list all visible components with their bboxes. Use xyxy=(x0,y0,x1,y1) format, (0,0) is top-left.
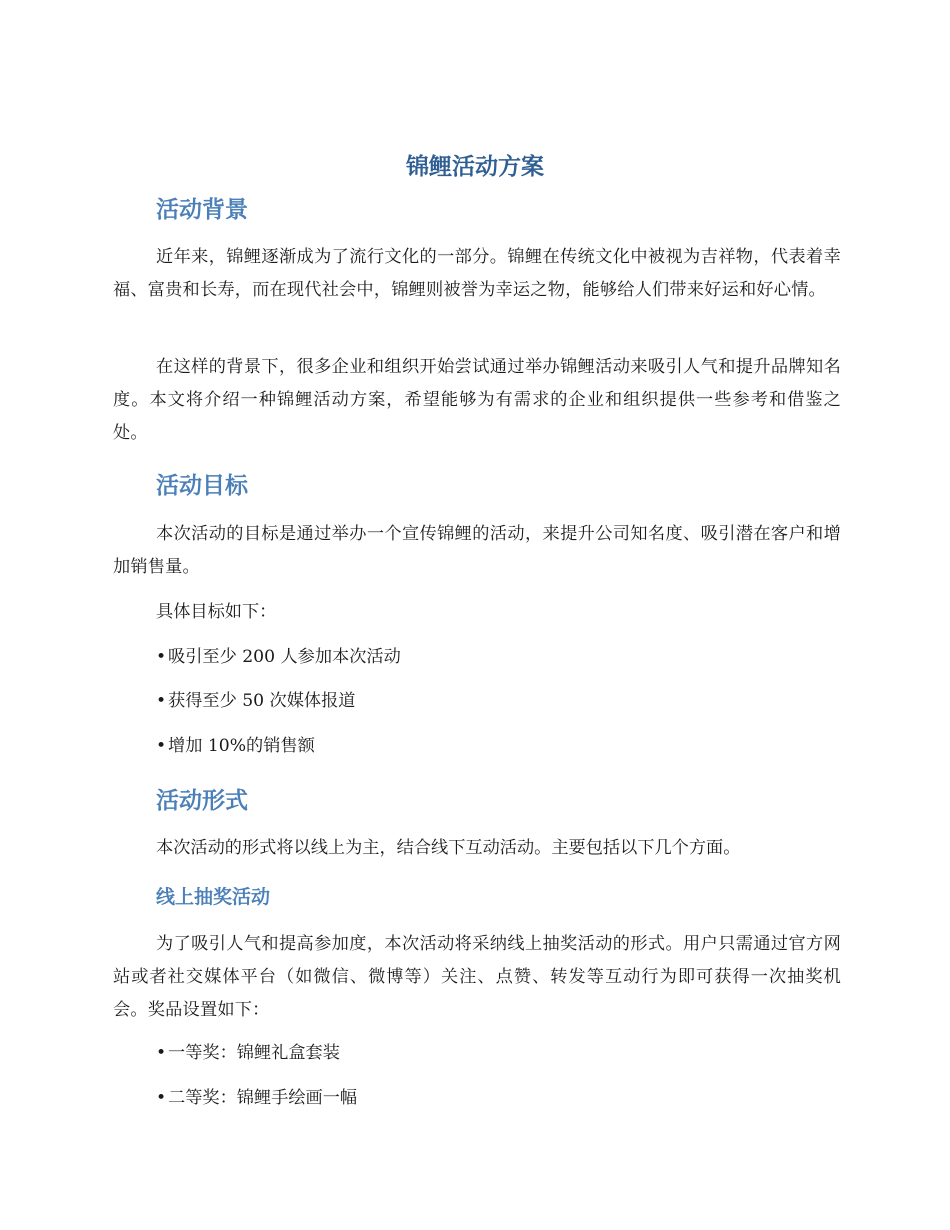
goal-bullet-text: 增加 10%的销售额 xyxy=(168,736,315,756)
bullet-dot: • xyxy=(156,647,167,667)
background-paragraph-2: 在这样的背景下，很多企业和组织开始尝试通过举办锦鲤活动来吸引人气和提升品牌知名度。本文将介绍一种锦鲤活动方案，希望能够为有需求的企业和组织提供一些参考和借鉴之处。 xyxy=(113,357,841,443)
goals-paragraph-1: 本次活动的目标是通过举办一个宣传锦鲤的活动，来提升公司知名度、吸引潜在客户和增加销售量。 xyxy=(113,524,841,577)
prize-bullet-text: 一等奖：锦鲤礼盒套装 xyxy=(168,1043,340,1063)
goal-bullet-2 xyxy=(156,685,356,718)
bullet-dot: • xyxy=(156,1088,167,1108)
subsection-heading-online-lottery: 线上抽奖活动 xyxy=(156,886,271,908)
prize-bullet-1 xyxy=(156,1037,340,1070)
format-paragraph-1: 本次活动的形式将以线上为主，结合线下互动活动。主要包括以下几个方面。 xyxy=(156,838,741,858)
goal-bullet-3 xyxy=(156,730,315,763)
bullet-dot: • xyxy=(156,691,167,711)
goals-intro: 具体目标如下： xyxy=(156,602,277,622)
section-heading-goals: 活动目标 xyxy=(156,473,248,499)
section-heading-background: 活动背景 xyxy=(156,197,248,223)
goal-bullet-1 xyxy=(156,641,401,674)
bullet-dot: • xyxy=(156,736,167,756)
goal-bullet-text: 获得至少 50 次媒体报道 xyxy=(168,691,356,711)
bullet-dot: • xyxy=(156,1043,167,1063)
prize-bullet-2 xyxy=(156,1082,357,1115)
document-title: 锦鲤活动方案 xyxy=(406,154,544,180)
background-paragraph-1: 近年来，锦鲤逐渐成为了流行文化的一部分。锦鲤在传统文化中被视为吉祥物，代表着幸福、富贵和长寿，而在现代社会中，锦鲤则被誉为幸运之物，能够给人们带来好运和好心情。 xyxy=(113,247,841,300)
online-lottery-paragraph-1: 为了吸引人气和提高参加度，本次活动将采纳线上抽奖活动的形式。用户只需通过官方网站或者社交媒体平台（如微信、微博等）关注、点赞、转发等互动行为即可获得一次抽奖机会。奖品设置如下： xyxy=(113,934,841,1020)
prize-bullet-text: 二等奖：锦鲤手绘画一幅 xyxy=(168,1088,358,1108)
section-heading-format: 活动形式 xyxy=(156,788,248,814)
goal-bullet-text: 吸引至少 200 人参加本次活动 xyxy=(168,647,401,667)
